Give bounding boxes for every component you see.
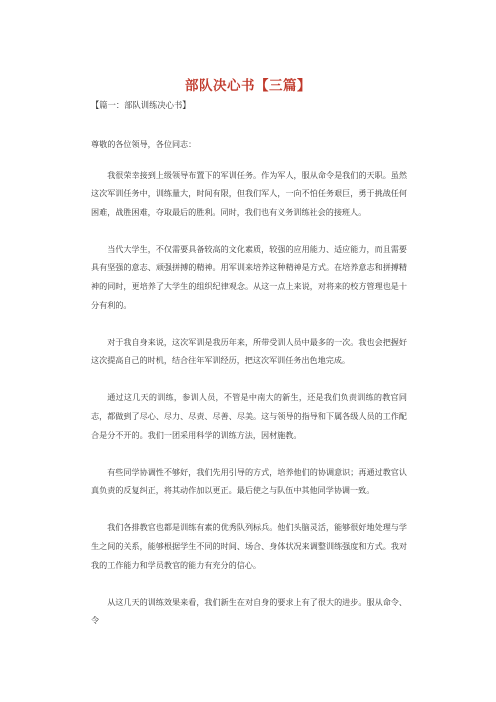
body-paragraph: 我们各排教官也都是训练有素的优秀队列标兵。他们头脑灵活，能够很好地处理与学生之间的关系，能够根据学生不同的时间、场合、身体状况来调整训练强度和方式。我对我的工作能力和学员教官的能力有充分的信心。 bbox=[91, 522, 407, 570]
document-body bbox=[91, 135, 407, 648]
document-title: 部队决心书【三篇】 bbox=[185, 78, 311, 94]
body-paragraph: 当代大学生，不仅需要具备较高的文化素质，较强的应用能力、适应能力，而且需要具有坚强的意志、顽强拼搏的精神。用军训来培养这种精神是方式。在培养意志和拼搏精神的同时，更培养了大学生的组织纪律观念。从这一点上来说，对将来的校方管理也是十分有利的。 bbox=[91, 243, 407, 310]
body-paragraph: 有些同学协调性不够好，我们先用引导的方式，培养他们的协调意识；再通过教官认真负责的反复纠正，将其动作加以更正。最后使之与队伍中其他同学协调一致。 bbox=[91, 466, 407, 496]
section-heading: 【篇一：部队训练决心书】 bbox=[91, 100, 191, 110]
body-paragraph: 我很荣幸接到上级领导布置下的军训任务。作为军人，服从命令是我们的天职。虽然这次军训任务中，训练量大，时间有限，但我们军人，一向不怕任务艰巨，勇于挑战任何困难，战胜困难，夺取最后的胜利。同时，我们也有义务训练社会的接班人。 bbox=[91, 169, 407, 217]
body-paragraph: 对于我自身来说，这次军训是我历年来，所带受训人员中最多的一次。我也会把握好这次提高自己的时机，结合往年军训经历，把这次军训任务出色地完成。 bbox=[91, 336, 407, 366]
salutation-paragraph: 尊敬的各位领导，各位同志： bbox=[91, 139, 197, 149]
body-paragraph: 通过这几天的训练，参训人员，不管是中南大的新生，还是我们负责训练的教官同志，都做到了尽心、尽力、尽责、尽善、尽美。这与领导的指导和下属各级人员的工作配合是分不开的。我们一团采用科学的训练方法，因材施教。 bbox=[91, 392, 407, 440]
body-paragraph: 从这几天的训练效果来看，我们新生在对自身的要求上有了很大的进步。服从命令、令 bbox=[91, 596, 407, 626]
